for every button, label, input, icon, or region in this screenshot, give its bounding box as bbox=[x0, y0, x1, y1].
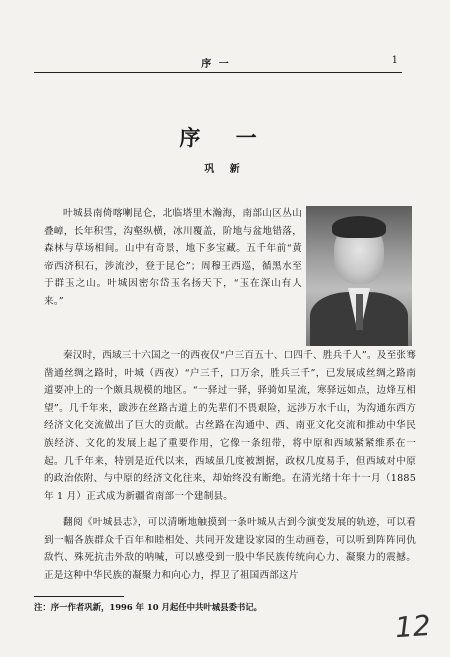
chapter-title: 序 一 bbox=[179, 125, 271, 150]
page-number: 1 bbox=[391, 55, 398, 66]
paragraph-3: 翻阅《叶城县志》，可以清晰地触摸到一条叶城从古到今演变发展的轨迹，可以看到一幅各族群众千百年和睦相处、共同开发建设家园的生动画卷，可以听到阵阵同仇敌忾、殊死抗击外敌的呐喊，可以感受到一股中华民族传统向心力、凝聚力的震撼。正是这种中华民族的凝聚力和向心力，捍卫了祖国西部这片 bbox=[44, 517, 416, 581]
portrait-tie bbox=[356, 294, 363, 330]
author-portrait-photo bbox=[306, 206, 412, 346]
running-title: 序 一 bbox=[201, 59, 231, 70]
footnote: 注：序一作者巩新，1996 年 10 月起任中共叶城县委书记。 bbox=[34, 602, 262, 612]
paragraph-1: 叶城县南倚喀喇昆仑，北临塔里木瀚海，南部山区丛山叠嶂，长年积雪，沟壑纵横，冰川覆盖，阶地与盆地错落，森林与草场相间。山中有奇景，地下多宝藏。五千年前“黄帝西济积石，涉流沙，登于昆仑”；周穆王西巡，循黑水至于群玉之山。叶城因密尔岱玉名扬天下，“玉在深山有人来。” bbox=[44, 208, 302, 307]
author-name: 巩 新 bbox=[204, 164, 246, 175]
running-header bbox=[34, 55, 398, 69]
header-divider bbox=[34, 72, 402, 73]
footnote-divider bbox=[34, 596, 124, 597]
paragraph-2: 秦汉时，西域三十六国之一的西夜仅“户三百五十、口四千、胜兵千人”。及至张骞凿通丝绸之路时，叶城（西夜）“户三千，口万余，胜兵三千”，已发展成丝绸之路南道要冲上的一个颇具规模的地区。“一驿过一驿，驿骑如星流，寒驿远如点，边烽互相望”。几千年来，跋涉在丝路古道上的先辈们不畏艰险，远涉万水千山，为沟通东西方经济文化交流做出了巨大的贡献。古丝路在沟通中、西、南亚文化交流和推动中华民族经济、文化的发展上起了重要作用，它像一条纽带，将中原和西域紧紧维系在一起。几千年来，特别是近代以来，西域虽几度被割据，政权几度易手，但西域对中原的政治依附、与中原的经济文化往来，却始终没有断绝。在清光绪十年十一月（1885 年 1 月）正式成为新疆省南部一个建制县。 bbox=[44, 350, 416, 502]
handwritten-page-mark: 12 bbox=[393, 608, 432, 645]
portrait-hair bbox=[332, 216, 386, 238]
